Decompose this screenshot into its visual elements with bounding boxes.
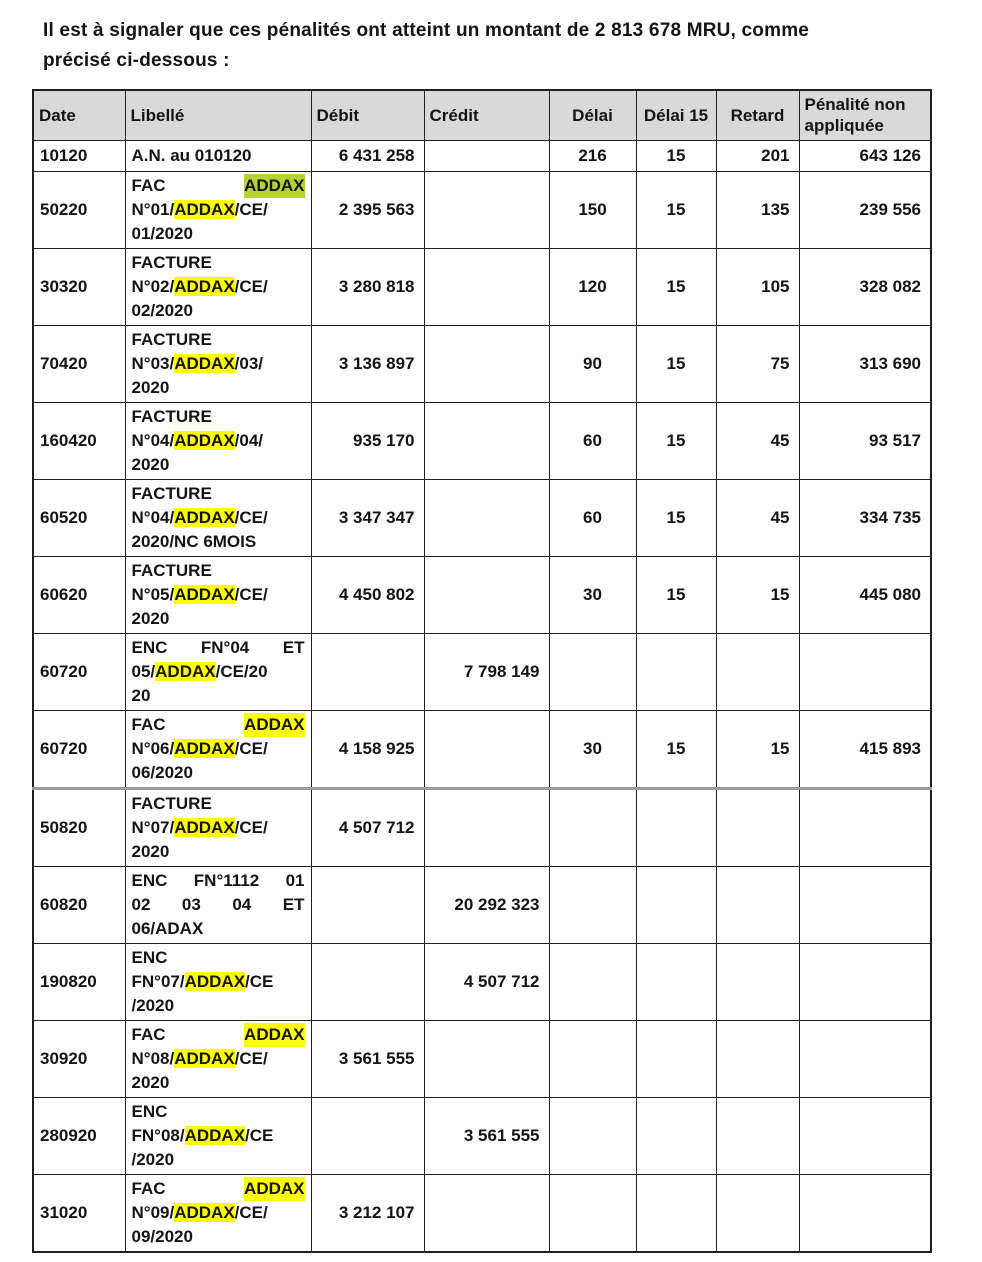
libelle-text: FAC [131,1178,166,1198]
debit-cell: 3 280 818 [311,248,424,325]
penalite-cell: 643 126 [799,140,931,171]
date-cell: 60820 [33,866,125,943]
table-row [33,402,931,479]
highlighted-text: ADDAX [174,1202,235,1222]
credit-cell: 7 798 149 [424,633,549,710]
libelle-text: /03/ [234,353,264,373]
libelle-line [132,1124,305,1148]
table-row [33,1174,931,1252]
libelle-cell [125,1174,311,1252]
table-row [33,325,931,402]
delai-15-cell [636,1020,716,1097]
credit-cell [424,402,549,479]
libelle-line [132,970,305,994]
delai-15-cell [636,943,716,1020]
libelle-text: FAC [131,1024,166,1044]
libelle-cell [125,633,311,710]
libelle-line [132,1023,305,1047]
libelle-line [132,405,305,429]
libelle-cell [125,171,311,248]
date-cell: 30320 [33,248,125,325]
libelle-text: 02/2020 [131,300,193,320]
libelle-line [132,352,305,376]
libelle-text: FACTURE [131,329,212,349]
libelle-text: /CE/ [234,817,268,837]
delai-cell: 60 [549,402,636,479]
penalite-cell [799,633,931,710]
retard-cell: 15 [716,556,799,633]
debit-cell: 2 395 563 [311,171,424,248]
highlighted-text: ADDAX [244,1177,304,1201]
debit-cell [311,866,424,943]
libelle-line [132,198,305,222]
libelle-line [132,376,305,400]
retard-cell: 75 [716,325,799,402]
date-cell: 50820 [33,788,125,866]
date-cell: 280920 [33,1097,125,1174]
delai-15-cell [636,788,716,866]
libelle-text: /2020 [131,1149,175,1169]
delai-15-cell [636,866,716,943]
debit-cell: 3 561 555 [311,1020,424,1097]
libelle-cell [125,866,311,943]
penalite-cell: 445 080 [799,556,931,633]
date-cell: 190820 [33,943,125,1020]
libelle-text: FN°04 [200,637,250,657]
libelle-text: FN°07/ [131,971,185,991]
libelle-line [132,144,305,168]
date-cell: 30920 [33,1020,125,1097]
highlighted-text: ADDAX [174,738,235,758]
highlighted-text: ADDAX [155,661,216,681]
libelle-cell [125,402,311,479]
libelle-text: 06/2020 [131,762,193,782]
header-date: Date [33,90,125,140]
highlighted-text: ADDAX [244,713,304,737]
debit-cell: 935 170 [311,402,424,479]
libelle-text: N°06/ [131,738,175,758]
credit-cell [424,479,549,556]
libelle-line [132,222,305,246]
table-row [33,248,931,325]
libelle-cell [125,140,311,171]
libelle-text: FACTURE [131,560,212,580]
libelle-line [132,660,305,684]
table-header-row [33,90,931,140]
intro-line-2: précisé ci-dessous : [43,50,230,71]
libelle-line [132,1100,305,1124]
libelle-line [132,174,305,198]
date-cell: 160420 [33,402,125,479]
libelle-text: ET [282,637,305,657]
highlighted-text: ADDAX [174,584,235,604]
libelle-text: /CE/ [234,1048,268,1068]
libelle-text: N°01/ [131,199,175,219]
penalite-cell: 239 556 [799,171,931,248]
debit-cell [311,943,424,1020]
libelle-line [132,583,305,607]
libelle-cell [125,479,311,556]
libelle-text: /CE [245,971,274,991]
libelle-line [132,299,305,323]
penalite-cell [799,1097,931,1174]
libelle-text: ET [282,894,305,914]
libelle-text: FACTURE [131,793,212,813]
libelle-text: 2020 [131,454,170,474]
libelle-text: FN°1112 [193,870,260,890]
delai-15-cell: 15 [636,140,716,171]
libelle-text: FN°08/ [131,1125,185,1145]
libelle-line [132,530,305,554]
libelle-text: N°05/ [131,584,175,604]
table-row [33,1020,931,1097]
retard-cell: 15 [716,710,799,788]
delai-cell [549,866,636,943]
debit-cell: 3 136 897 [311,325,424,402]
libelle-text: FACTURE [131,483,212,503]
libelle-text: /CE [245,1125,274,1145]
debit-cell: 3 347 347 [311,479,424,556]
table-row [33,556,931,633]
libelle-text: 2020 [131,1072,170,1092]
delai-cell [549,1097,636,1174]
table-row [33,710,931,788]
libelle-line [132,506,305,530]
debit-cell: 3 212 107 [311,1174,424,1252]
retard-cell: 201 [716,140,799,171]
credit-cell [424,140,549,171]
delai-15-cell: 15 [636,556,716,633]
highlighted-text: ADDAX [174,276,235,296]
date-cell: 31020 [33,1174,125,1252]
table-row [33,171,931,248]
retard-cell [716,788,799,866]
credit-cell: 20 292 323 [424,866,549,943]
debit-cell: 4 450 802 [311,556,424,633]
intro-line-1: Il est à signaler que ces pénalités ont atteint un montant de 2 813 678 MRU, comme [43,20,810,41]
highlighted-text: ADDAX [244,1023,304,1047]
libelle-text: 20 [131,685,151,705]
retard-cell [716,633,799,710]
libelle-text: FACTURE [131,406,212,426]
penalite-cell [799,1020,931,1097]
retard-cell [716,943,799,1020]
intro-text [43,16,982,76]
delai-cell [549,1020,636,1097]
delai-cell [549,943,636,1020]
debit-cell: 6 431 258 [311,140,424,171]
libelle-text: 2020 [131,608,170,628]
highlighted-text: ADDAX [174,817,235,837]
libelle-text: ENC [131,870,168,890]
date-cell: 60720 [33,633,125,710]
libelle-text: FAC [131,175,166,195]
libelle-text: /CE/20 [215,661,268,681]
libelle-text: FAC [131,714,166,734]
libelle-line [132,816,305,840]
libelle-cell [125,325,311,402]
libelle-line [132,917,305,941]
date-cell: 70420 [33,325,125,402]
delai-15-cell: 15 [636,248,716,325]
penalties-table [32,89,932,1253]
libelle-line [132,1071,305,1095]
libelle-text: 01 [285,870,305,890]
penalite-cell [799,788,931,866]
libelle-text: 2020 [131,841,170,861]
libelle-text: ENC [131,1101,168,1121]
highlighted-text: ADDAX [184,1125,246,1145]
libelle-line [132,1225,305,1249]
retard-cell [716,1174,799,1252]
credit-cell: 4 507 712 [424,943,549,1020]
libelle-text: 03 [181,894,201,914]
date-cell: 60520 [33,479,125,556]
delai-cell: 60 [549,479,636,556]
delai-15-cell [636,633,716,710]
delai-cell: 150 [549,171,636,248]
libelle-line [132,275,305,299]
libelle-text: ENC [131,947,168,967]
table-body [33,140,931,1252]
libelle-cell [125,1020,311,1097]
penalite-cell: 415 893 [799,710,931,788]
retard-cell [716,1020,799,1097]
table-row [33,788,931,866]
libelle-line [132,1047,305,1071]
libelle-text: A.N. au 010120 [131,145,252,165]
retard-cell: 45 [716,402,799,479]
credit-cell [424,788,549,866]
retard-cell [716,1097,799,1174]
delai-cell: 30 [549,556,636,633]
table-row [33,479,931,556]
retard-cell: 135 [716,171,799,248]
libelle-line [132,994,305,1018]
credit-cell [424,1020,549,1097]
libelle-cell [125,1097,311,1174]
libelle-text: 02 [131,894,151,914]
libelle-text: ENC [131,637,168,657]
libelle-text: N°03/ [131,353,175,373]
delai-cell [549,1174,636,1252]
date-cell: 50220 [33,171,125,248]
credit-cell [424,556,549,633]
libelle-line [132,684,305,708]
delai-cell: 216 [549,140,636,171]
libelle-cell [125,556,311,633]
libelle-line [132,1177,305,1201]
delai-cell: 30 [549,710,636,788]
libelle-text: /CE/ [234,1202,268,1222]
delai-cell: 120 [549,248,636,325]
date-cell: 10120 [33,140,125,171]
libelle-line [132,840,305,864]
libelle-text: 2020 [131,377,170,397]
delai-15-cell: 15 [636,325,716,402]
date-cell: 60620 [33,556,125,633]
libelle-line [132,893,305,917]
libelle-text: /CE/ [234,199,268,219]
penalite-cell [799,1174,931,1252]
libelle-line [132,453,305,477]
libelle-text: N°07/ [131,817,175,837]
libelle-text: 2020/NC 6MOIS [131,531,257,551]
header-penalite: Pénalité non appliquée [799,90,931,140]
libelle-cell [125,710,311,788]
libelle-text: 01/2020 [131,223,193,243]
header-credit: Crédit [424,90,549,140]
libelle-text: /04/ [234,430,264,450]
delai-cell: 90 [549,325,636,402]
header-debit: Débit [311,90,424,140]
retard-cell [716,866,799,943]
libelle-line [132,1201,305,1225]
delai-15-cell: 15 [636,402,716,479]
highlighted-text: ADDAX [174,430,235,450]
table-row [33,943,931,1020]
libelle-line [132,607,305,631]
libelle-text: /CE/ [234,738,268,758]
libelle-cell [125,943,311,1020]
libelle-line [132,713,305,737]
libelle-line [132,328,305,352]
libelle-text: /2020 [131,995,175,1015]
libelle-line [132,251,305,275]
penalite-cell: 328 082 [799,248,931,325]
highlighted-text: ADDAX [184,971,246,991]
libelle-text: 04 [232,894,252,914]
libelle-line [132,636,305,660]
penalite-cell [799,943,931,1020]
libelle-line [132,869,305,893]
libelle-text: /CE/ [234,584,268,604]
header-delai-15: Délai 15 [636,90,716,140]
libelle-line [132,946,305,970]
libelle-text: N°04/ [131,430,175,450]
penalite-cell: 334 735 [799,479,931,556]
libelle-cell [125,788,311,866]
libelle-line [132,1148,305,1172]
credit-cell: 3 561 555 [424,1097,549,1174]
table-row [33,633,931,710]
highlighted-text: ADDAX [174,353,235,373]
delai-15-cell: 15 [636,710,716,788]
highlighted-text: ADDAX [174,199,235,219]
credit-cell [424,325,549,402]
credit-cell [424,710,549,788]
delai-cell [549,633,636,710]
libelle-line [132,559,305,583]
libelle-text: N°09/ [131,1202,175,1222]
libelle-text: /CE/ [234,276,268,296]
retard-cell: 45 [716,479,799,556]
penalite-cell: 93 517 [799,402,931,479]
libelle-text: N°02/ [131,276,175,296]
libelle-line [132,761,305,785]
penalite-cell [799,866,931,943]
debit-cell [311,633,424,710]
libelle-text: 06/ADAX [131,918,204,938]
delai-15-cell [636,1174,716,1252]
highlighted-text: ADDAX [174,507,235,527]
header-libelle: Libellé [125,90,311,140]
debit-cell: 4 158 925 [311,710,424,788]
delai-15-cell: 15 [636,479,716,556]
date-cell: 60720 [33,710,125,788]
retard-cell: 105 [716,248,799,325]
libelle-text: 09/2020 [131,1226,193,1246]
libelle-text: /CE/ [234,507,268,527]
table-row [33,866,931,943]
table-row [33,1097,931,1174]
debit-cell [311,1097,424,1174]
penalite-cell: 313 690 [799,325,931,402]
credit-cell [424,248,549,325]
header-retard: Retard [716,90,799,140]
libelle-cell [125,248,311,325]
credit-cell [424,171,549,248]
libelle-line [132,429,305,453]
libelle-line [132,482,305,506]
libelle-text: N°08/ [131,1048,175,1068]
libelle-text: 05/ [131,661,156,681]
highlighted-text: ADDAX [174,1048,235,1068]
highlighted-text: ADDAX [244,174,304,198]
credit-cell [424,1174,549,1252]
delai-15-cell: 15 [636,171,716,248]
delai-15-cell [636,1097,716,1174]
debit-cell: 4 507 712 [311,788,424,866]
libelle-line [132,792,305,816]
header-delai: Délai [549,90,636,140]
libelle-line [132,737,305,761]
delai-cell [549,788,636,866]
libelle-text: N°04/ [131,507,175,527]
table-row [33,140,931,171]
libelle-text: FACTURE [131,252,212,272]
